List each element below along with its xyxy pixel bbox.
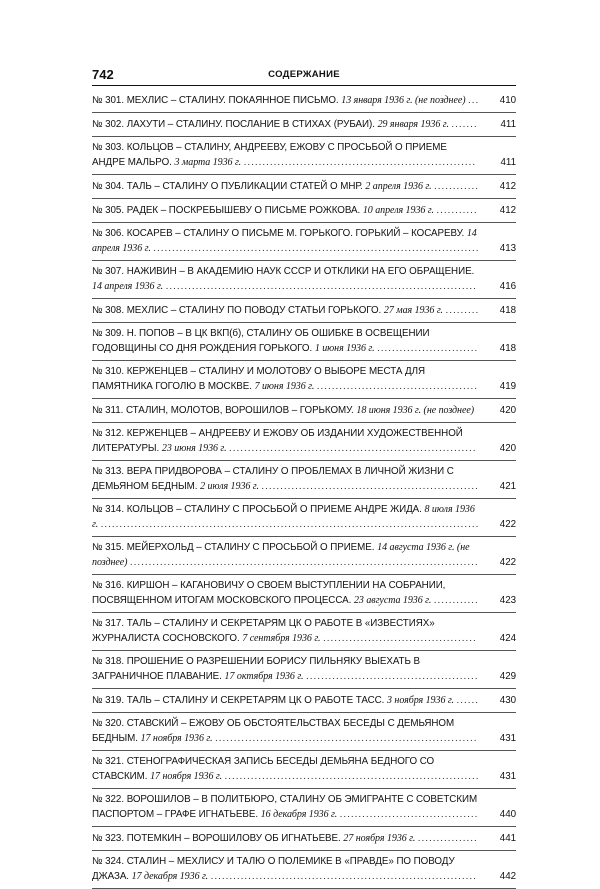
entry-page-number: 420 [499, 405, 516, 416]
entry-number: № 301. [92, 95, 124, 106]
entry-title: НАЖИВИН – В АКАДЕМИЮ НАУК СССР И ОТКЛИКИ НА ЕГО ОБРАЩЕНИЕ. [126, 266, 475, 277]
entry-number: № 309. [92, 328, 124, 339]
entry-page-number: 442 [499, 871, 516, 882]
entry-date: 16 декабря 1936 г. [260, 809, 338, 820]
entry-page-number: 430 [499, 695, 516, 706]
toc-entry[interactable] [92, 137, 516, 175]
entry-page-number: 424 [499, 633, 516, 644]
entry-number: № 304. [92, 181, 124, 192]
leader-dots: ........................... [377, 343, 479, 353]
leader-dots: ............................................................................................. [130, 557, 479, 567]
entry-number: № 318. [92, 656, 124, 667]
entry-date: 18 июня 1936 г. (не позднее) [356, 405, 475, 416]
entry-page-number: 411 [500, 157, 516, 168]
entry-number: № 307. [92, 266, 124, 277]
entry-page-number: 421 [499, 481, 516, 492]
entry-number: № 313. [92, 466, 124, 477]
entry-date: 10 апреля 1936 г. [362, 205, 434, 216]
entry-page-number: 411 [500, 119, 516, 130]
toc-entry[interactable] [92, 199, 516, 223]
entry-page-number: 440 [499, 809, 516, 820]
entry-date: 17 декабря 1936 г. [131, 871, 209, 882]
leader-dots: ....... [451, 119, 478, 129]
entry-number: № 311. [92, 405, 124, 416]
entry-page-number: 413 [499, 243, 516, 254]
leader-dots: ............ [434, 595, 480, 605]
entry-date: 3 ноября 1936 г. [387, 695, 455, 706]
toc-entry[interactable] [92, 323, 516, 361]
leader-dots: ......................................... [323, 633, 477, 643]
entry-date: 27 мая 1936 г. [383, 305, 444, 316]
entry-title: РАДЕК – ПОСКРЕБЫШЕВУ О ПИСЬМЕ РОЖКОВА. [126, 205, 361, 216]
entry-date: 29 января 1936 г. [377, 119, 449, 130]
entry-date: 8 июля 1936 г. [92, 504, 475, 530]
table-of-contents [92, 89, 516, 889]
page-header [92, 67, 516, 86]
leader-dots: .......................................................... [261, 481, 480, 491]
leader-dots: ....................................................................... [210, 871, 478, 881]
entry-number: № 319. [92, 695, 124, 706]
entry-number: № 308. [92, 305, 124, 316]
entry-title: СТЕНОГРАФИЧЕСКАЯ ЗАПИСЬ БЕСЕДЫ ДЕМЬЯНА БЕДНОГО СО СТАВСКИМ. [92, 756, 435, 782]
entry-title: КЕРЖЕНЦЕВ – АНДРЕЕВУ И ЕЖОВУ ОБ ИЗДАНИИ ХУДОЖЕСТВЕННОЙ ЛИТЕРАТУРЫ. [92, 428, 463, 454]
entry-number: № 312. [92, 428, 124, 439]
toc-entry[interactable] [92, 461, 516, 499]
entry-title: МЕХЛИС – СТАЛИНУ. ПОКАЯННОЕ ПИСЬМО. [126, 95, 339, 106]
entry-number: № 303. [92, 142, 124, 153]
entry-page-number: 441 [499, 833, 516, 844]
entry-date: 2 июля 1936 г. [200, 481, 259, 492]
toc-entry[interactable] [92, 689, 516, 713]
leader-dots: .............................................. [306, 671, 479, 681]
entry-number: № 316. [92, 580, 124, 591]
entry-title: ПРОШЕНИЕ О РАЗРЕШЕНИИ БОРИСУ ПИЛЬНЯКУ ВЫЕХАТЬ В ЗАГРАНИЧНОЕ ПЛАВАНИЕ. [92, 656, 421, 682]
entry-title: СТАВСКИЙ – ЕЖОВУ ОБ ОБСТОЯТЕЛЬСТВАХ БЕСЕДЫ С ДЕМЬЯНОМ БЕДНЫМ. [92, 718, 455, 744]
entry-number: № 305. [92, 205, 124, 216]
entry-date: 13 января 1936 г. (не позднее) [341, 95, 466, 106]
entry-number: № 320. [92, 718, 124, 729]
entry-number: № 310. [92, 366, 124, 377]
entry-title: ТАЛЬ – СТАЛИНУ И СЕКРЕТАРЯМ ЦК О РАБОТЕ В «ИЗВЕСТИЯХ» ЖУРНАЛИСТА СОСНОВСКОГО. [92, 618, 435, 644]
entry-page-number: 422 [499, 557, 516, 568]
entry-title: КИРШОН – КАГАНОВИЧУ О СВОЕМ ВЫСТУПЛЕНИИ НА СОБРАНИИ, ПОСВЯЩЕННОМ ИТОГАМ МОСКОВСКОГО ПРОЦЕССА. [92, 580, 446, 606]
toc-entry[interactable] [92, 575, 516, 613]
entry-title: ПОТЕМКИН – ВОРОШИЛОВУ ОБ ИГНАТЬЕВЕ. [126, 833, 341, 844]
toc-entry[interactable] [92, 851, 516, 889]
toc-entry[interactable] [92, 299, 516, 323]
entry-title: СТАЛИН – МЕХЛИСУ И ТАЛЮ О ПОЛЕМИКЕ В «ПРАВДЕ» ПО ПОВОДУ ДЖАЗА. [92, 856, 455, 882]
leader-dots: .................................................................... [224, 771, 480, 781]
toc-entry[interactable] [92, 713, 516, 751]
entry-page-number: 410 [499, 95, 516, 106]
toc-entry[interactable] [92, 89, 516, 113]
leader-dots: ................ [418, 833, 479, 843]
leader-dots: ....................................................................................... [153, 243, 480, 253]
leader-dots: ............ [434, 181, 480, 191]
entry-date: 14 апреля 1936 г. [92, 281, 164, 292]
entry-number: № 315. [92, 542, 124, 553]
entry-title: МЕХЛИС – СТАЛИНУ ПО ПОВОДУ СТАТЬИ ГОРЬКОГО. [126, 305, 382, 316]
entry-number: № 322. [92, 794, 124, 805]
entry-page-number: 431 [499, 733, 516, 744]
entry-number: № 302. [92, 119, 124, 130]
toc-entry[interactable] [92, 399, 516, 423]
toc-entry[interactable] [92, 499, 516, 537]
entry-title: Н. ПОПОВ – В ЦК ВКП(б), СТАЛИНУ ОБ ОШИБКЕ В ОСВЕЩЕНИИ ГОДОВЩИНЫ СО ДНЯ РОЖДЕНИЯ ГОРЬКОГО. [92, 328, 430, 354]
entry-title: МЕЙЕРХОЛЬД – СТАЛИНУ С ПРОСЬБОЙ О ПРИЕМЕ. [126, 542, 375, 553]
toc-entry[interactable] [92, 613, 516, 651]
entry-title: ВОРОШИЛОВ – В ПОЛИТБЮРО, СТАЛИНУ ОБ ЭМИГРАНТЕ С СОВЕТСКИМ ПАСПОРТОМ – ГРАФЕ ИГНАТЬЕВЕ. [92, 794, 478, 820]
leader-dots: ..................................... [339, 809, 479, 819]
entry-date: 17 ноября 1936 г. [140, 733, 213, 744]
entry-page-number: 429 [499, 671, 516, 682]
toc-entry[interactable] [92, 423, 516, 461]
entry-title: КОЛЬЦОВ – СТАЛИНУ, АНДРЕЕВУ, ЕЖОВУ С ПРОСЬБОЙ О ПРИЕМЕ АНДРЕ МАЛЬРО. [92, 142, 447, 168]
entry-page-number: 418 [499, 343, 516, 354]
entry-date: 1 июня 1936 г. [314, 343, 375, 354]
leader-dots: ......... [445, 305, 480, 315]
leader-dots: ................................................................................... [165, 281, 478, 291]
toc-entry[interactable] [92, 827, 516, 851]
leader-dots: .............................................................. [243, 157, 477, 167]
entry-page-number: 416 [499, 281, 516, 292]
entry-page-number: 431 [499, 771, 516, 782]
entry-title: ВЕРА ПРИДВОРОВА – СТАЛИНУ О ПРОБЛЕМАХ В ЛИЧНОЙ ЖИЗНИ С ДЕМЬЯНОМ БЕДНЫМ. [92, 466, 454, 492]
toc-entry[interactable] [92, 537, 516, 575]
entry-number: № 321. [92, 756, 124, 767]
entry-page-number: 423 [499, 595, 516, 606]
entry-title: ТАЛЬ – СТАЛИНУ И СЕКРЕТАРЯМ ЦК О РАБОТЕ ТАСС. [126, 695, 385, 706]
entry-title: СТАЛИН, МОЛОТОВ, ВОРОШИЛОВ – ГОРЬКОМУ. [125, 405, 354, 416]
entry-date: 23 июня 1936 г. [161, 443, 227, 454]
leader-dots: .................................................................. [229, 443, 477, 453]
entry-page-number: 412 [499, 181, 516, 192]
toc-entry[interactable] [92, 361, 516, 399]
entry-number: № 306. [92, 228, 124, 239]
entry-number: № 314. [92, 504, 124, 515]
entry-number: № 323. [92, 833, 124, 844]
entry-date: 17 октября 1936 г. [224, 671, 304, 682]
entry-date: 23 августа 1936 г. [353, 595, 432, 606]
entry-page-number: 419 [499, 381, 516, 392]
entry-date: 27 ноября 1936 г. [343, 833, 416, 844]
entry-title: ТАЛЬ – СТАЛИНУ О ПУБЛИКАЦИИ СТАТЕЙ О МНР. [126, 181, 363, 192]
leader-dots: ........................................... [316, 381, 479, 391]
entry-date: 14 августа 1936 г. (не позднее) [92, 542, 470, 568]
entry-title: КОЛЬЦОВ – СТАЛИНУ С ПРОСЬБОЙ О ПРИЕМЕ АНДРЕ ЖИДА. [126, 504, 422, 515]
toc-entry[interactable] [92, 789, 516, 827]
entry-date: 2 апреля 1936 г. [365, 181, 432, 192]
leader-dots: ..................................................................................................... [100, 519, 480, 529]
entry-page-number: 418 [499, 305, 516, 316]
leader-dots: ... [468, 95, 480, 105]
entry-page-number: 420 [499, 443, 516, 454]
entry-date: 3 марта 1936 г. [174, 157, 242, 168]
entry-page-number: 422 [499, 519, 516, 530]
toc-entry[interactable] [92, 113, 516, 137]
toc-entry[interactable] [92, 223, 516, 261]
entry-page-number: 412 [499, 205, 516, 216]
toc-entry[interactable] [92, 651, 516, 689]
toc-entry[interactable] [92, 175, 516, 199]
entry-number: № 317. [92, 618, 124, 629]
entry-title: КОСАРЕВ – СТАЛИНУ О ПИСЬМЕ М. ГОРЬКОГО. ГОРЬКИЙ – КОСАРЕВУ. [126, 228, 465, 239]
toc-entry[interactable] [92, 261, 516, 299]
entry-number: № 324. [92, 856, 124, 867]
entry-date: 7 сентября 1936 г. [242, 633, 321, 644]
leader-dots: ...... [456, 695, 480, 705]
page-number: 742 [92, 67, 114, 82]
leader-dots: ........... [436, 205, 478, 215]
entry-title: ЛАХУТИ – СТАЛИНУ. ПОСЛАНИЕ В СТИХАХ (РУБАИ). [126, 119, 375, 130]
entry-date: 7 июня 1936 г. [254, 381, 315, 392]
toc-entry[interactable] [92, 751, 516, 789]
leader-dots: ...................................................................... [215, 733, 478, 743]
entry-date: 17 ноября 1936 г. [150, 771, 223, 782]
running-head: СОДЕРЖАНИЕ [268, 69, 340, 80]
entry-title: КЕРЖЕНЦЕВ – СТАЛИНУ И МОЛОТОВУ О ВЫБОРЕ МЕСТА ДЛЯ ПАМЯТНИКА ГОГОЛЮ В МОСКВЕ. [92, 366, 425, 392]
entry-date: 14 апреля 1936 г. [92, 228, 477, 254]
